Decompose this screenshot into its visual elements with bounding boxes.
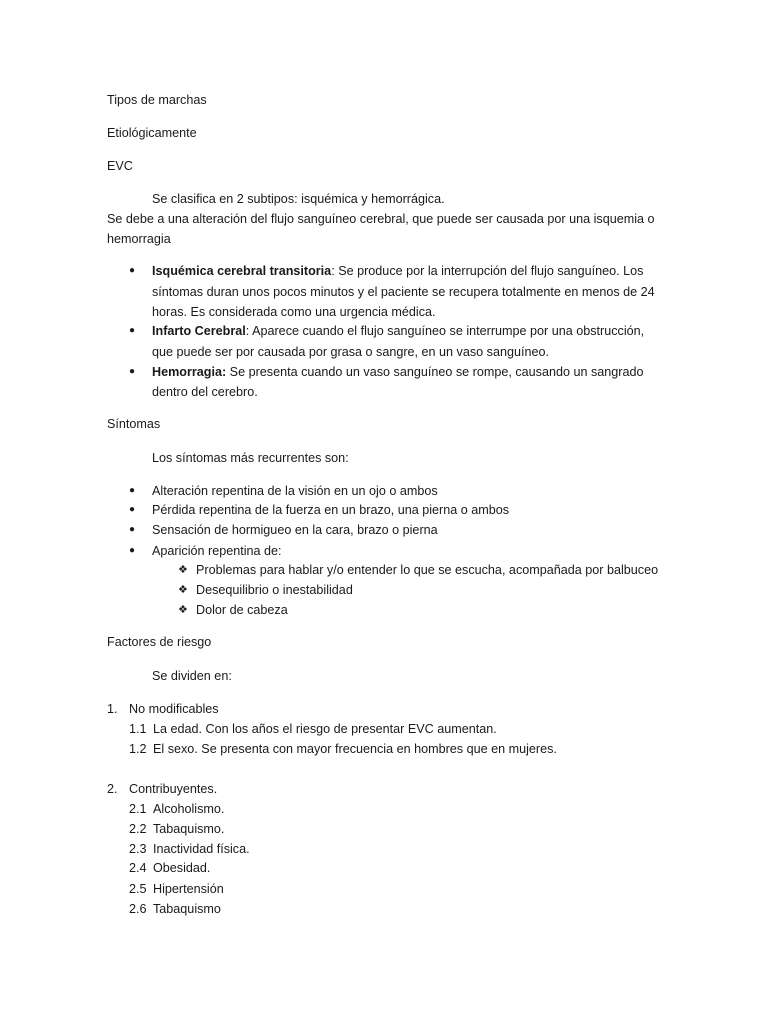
type-desc-line: Se produce por la interrupción del flujo sanguíneo. Los — [334, 264, 644, 278]
type-desc-line: síntomas duran unos pocos minutos y el paciente se recupera totalmente en menos de 24 — [152, 285, 655, 299]
type-desc-line: horas. Es considerada como una urgencia médica. — [152, 305, 436, 319]
heading-etiologicamente: Etiológicamente — [107, 126, 197, 140]
type-item-isquemica — [152, 261, 643, 281]
bullet-icon: ● — [129, 485, 136, 496]
group-item-text: La edad. Con los años el riesgo de presentar EVC aumentan. — [153, 722, 497, 736]
group-number: 2. — [107, 782, 118, 796]
group-title: No modificables — [129, 702, 219, 716]
group-item-text: Obesidad. — [153, 861, 211, 875]
group-item-text: Alcoholismo. — [153, 802, 225, 816]
symptom-item: Sensación de hormigueo en la cara, brazo o pierna — [152, 523, 438, 537]
sub-symptom-item: Problemas para hablar y/o entender lo que se escucha, acompañada por balbuceo — [196, 563, 659, 577]
bullet-icon: ● — [129, 325, 136, 336]
type-term: Isquémica cerebral transitoria — [152, 264, 332, 278]
heading-factores-de-riesgo: Factores de riesgo — [107, 635, 212, 649]
diamond-bullet-icon: ❖ — [178, 604, 188, 616]
group-title: Contribuyentes. — [129, 782, 218, 796]
group-item-number: 2.5 — [129, 882, 147, 896]
type-term-sep: : — [331, 264, 335, 278]
symptoms-intro: Los síntomas más recurrentes son: — [152, 451, 349, 465]
type-term: Infarto Cerebral — [152, 324, 246, 338]
group-item-text: Inactividad física. — [153, 842, 250, 856]
group-item-number: 1.2 — [129, 742, 147, 756]
group-item-text: Tabaquismo. — [153, 822, 225, 836]
bullet-icon: ● — [129, 366, 136, 377]
bullet-icon: ● — [129, 524, 136, 535]
group-item-text: Tabaquismo — [153, 902, 221, 916]
diamond-bullet-icon: ❖ — [178, 564, 188, 576]
sub-symptom-item: Dolor de cabeza — [196, 603, 288, 617]
type-term: Hemorragia: — [152, 365, 227, 379]
bullet-icon: ● — [129, 545, 136, 556]
evc-description-line-2: hemorragia — [107, 232, 171, 246]
group-number: 1. — [107, 702, 118, 716]
heading-sintomas: Síntomas — [107, 417, 161, 431]
type-item-hemorragia — [152, 362, 643, 382]
bullet-icon: ● — [129, 504, 136, 515]
symptom-item: Alteración repentina de la visión en un ojo o ambos — [152, 484, 438, 498]
type-desc-line: Aparece cuando el flujo sanguíneo se interrumpe por una obstrucción, — [249, 324, 645, 338]
risk-intro: Se dividen en: — [152, 669, 232, 683]
evc-intro: Se clasifica en 2 subtipos: isquémica y hemorrágica. — [152, 192, 445, 206]
evc-description-line-1: Se debe a una alteración del flujo sanguíneo cerebral, que puede ser causada por una isquemia o — [107, 212, 655, 226]
symptom-item: Aparición repentina de: — [152, 544, 282, 558]
group-item-text: Hipertensión — [153, 882, 224, 896]
heading-tipos-de-marchas: Tipos de marchas — [107, 93, 207, 107]
type-desc-line: Se presenta cuando un vaso sanguíneo se rompe, causando un sangrado — [226, 365, 644, 379]
group-item-number: 2.4 — [129, 861, 147, 875]
sub-symptom-item: Desequilibrio o inestabilidad — [196, 583, 353, 597]
diamond-bullet-icon: ❖ — [178, 584, 188, 596]
heading-evc: EVC — [107, 159, 133, 173]
type-desc-line: que puede ser por causada por grasa o sangre, en un vaso sanguíneo. — [152, 345, 549, 359]
type-item-infarto — [152, 321, 644, 341]
type-term-sep: : — [245, 324, 250, 338]
group-item-number: 1.1 — [129, 722, 147, 736]
symptom-item: Pérdida repentina de la fuerza en un brazo, una pierna o ambos — [152, 503, 510, 517]
group-item-number: 2.3 — [129, 842, 147, 856]
type-desc-line: dentro del cerebro. — [152, 385, 258, 399]
group-item-text: El sexo. Se presenta con mayor frecuencia en hombres que en mujeres. — [153, 742, 557, 756]
group-item-number: 2.1 — [129, 802, 147, 816]
group-item-number: 2.6 — [129, 902, 147, 916]
group-item-number: 2.2 — [129, 822, 147, 836]
bullet-icon: ● — [129, 265, 136, 276]
